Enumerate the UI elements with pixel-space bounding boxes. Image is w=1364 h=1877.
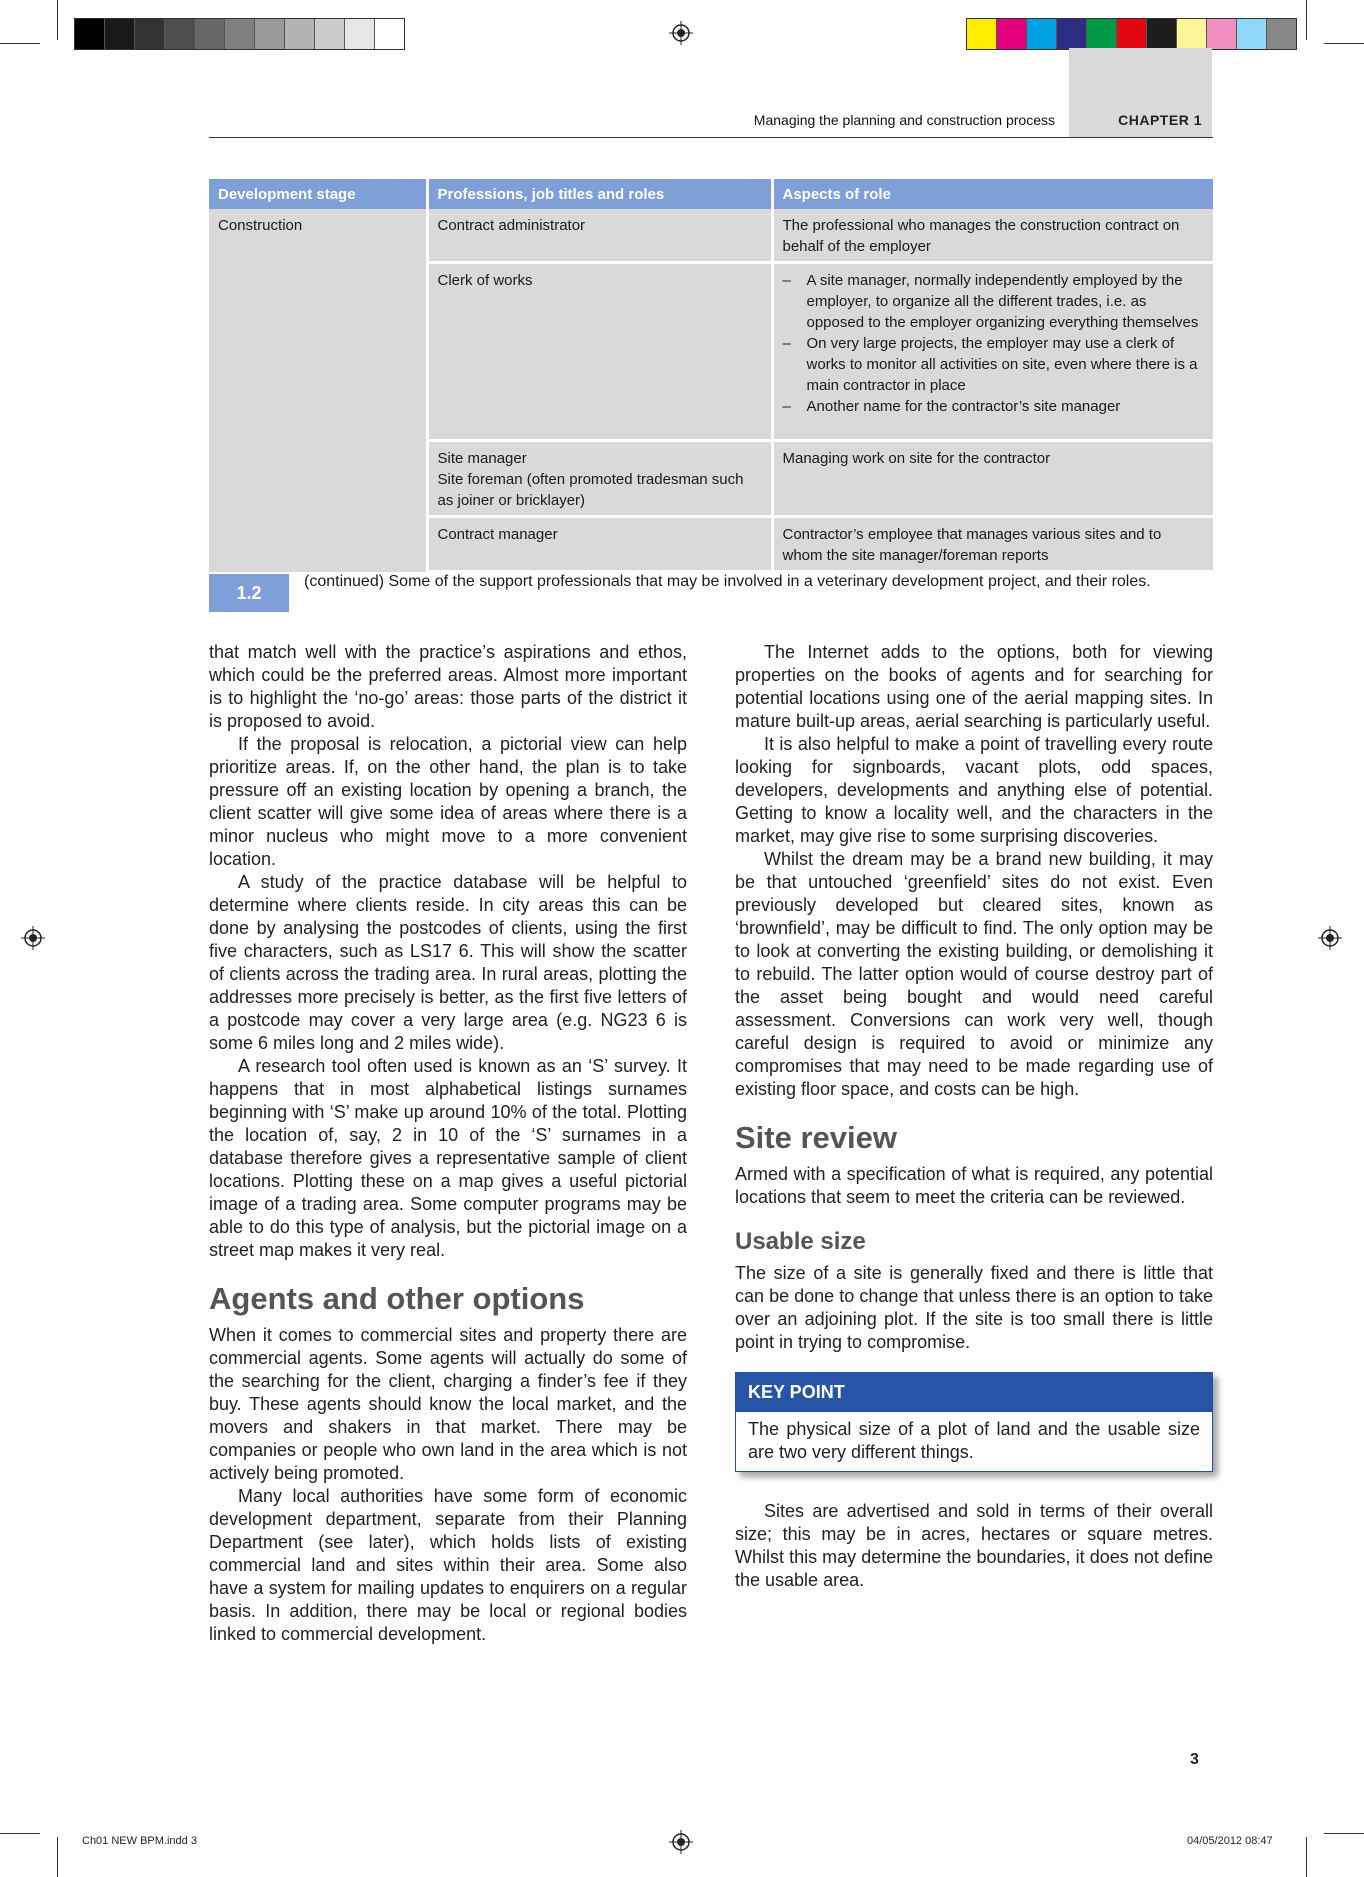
body-paragraph: The Internet adds to the options, both for viewing properties on the books of agents and for searching for potential locations using one of the aerial mapping sites. In mature built-up areas, aerial searching is particularly useful. <box>735 642 1213 731</box>
color-swatch <box>315 19 345 49</box>
cmyk-color-bar <box>966 18 1297 50</box>
column-header: Aspects of role <box>772 179 1213 209</box>
color-swatch <box>1237 19 1267 49</box>
body-paragraph: It is also helpful to make a point of travelling every route looking for signboards, vacant plots, odd spaces, developers, developments and anything else of potential. Getting to know a locality well, and the characters in the market, may give rise to some surprising discoveries. <box>735 734 1213 846</box>
color-swatch <box>1117 19 1147 49</box>
aspect-cell <box>772 263 1213 441</box>
roles-table <box>209 179 1213 573</box>
list-item: – A site manager, normally independently employed by the employer, to organize all the different trades, i.e. as opposed to the employer organizing everything themselves <box>783 270 1205 333</box>
body-paragraph: If the proposal is relocation, a pictorial view can help prioritize areas. If, on the other hand, the plan is to take pressure off an existing location by opening a branch, the client scatter will give some idea of areas where there is a minor nucleus who might move to a more convenient location. <box>209 734 687 869</box>
caption-number-badge: 1.2 <box>209 574 289 612</box>
color-swatch <box>285 19 315 49</box>
registration-mark-icon <box>1318 926 1342 950</box>
role-line: Clerk of works <box>437 272 533 289</box>
header-rule <box>209 137 1213 138</box>
crop-mark <box>1324 1833 1364 1834</box>
body-paragraph: Many local authorities have some form of economic development department, separate from their Planning Department (see later), which holds lists of existing commercial land and sites within their area. Some also have a system for mailing updates to enquirers on a regular basis. In addition, there may be local or regional bodies linked to commercial development. <box>209 1486 687 1644</box>
body-paragraph: Armed with a specification of what is required, any potential locations that seem to meet the criteria can be reviewed. <box>735 1164 1213 1207</box>
column-header: Development stage <box>209 179 427 209</box>
color-swatch <box>1177 19 1207 49</box>
left-column <box>209 641 687 1646</box>
running-title: Managing the planning and construction process <box>753 112 1055 128</box>
color-swatch <box>375 19 404 49</box>
registration-mark-icon <box>21 926 45 950</box>
body-paragraph: A study of the practice database will be helpful to determine where clients reside. In city areas this can be done by analysing the postcodes of clients, using the first five characters, such as LS17 6. This will show the scatter of clients across the trading area. In rural areas, plotting the addresses more precisely is better, as the first five letters of a postcode may cover a very large area (e.g. NG23 6 is some 6 miles long and 2 miles wide). <box>209 872 687 1053</box>
color-swatch <box>997 19 1027 49</box>
body-paragraph: Whilst the dream may be a brand new building, it may be that untouched ‘greenfield’ sites do not exist. Even previously developed but cleared sites, known as ‘brownfield’, may be difficult to find. The only option may be to look at converting the existing building, or demolishing it to rebuild. The latter option would of course destroy part of the asset being bought and would need careful assessment. Conversions can work very well, though careful design is required to avoid or minimize any compromises that may need to be made regarding use of existing floor space, and costs can be high. <box>735 849 1213 1099</box>
crop-mark <box>1306 1837 1307 1877</box>
list-item: – On very large projects, the employer may use a clerk of works to monitor all activities on site, even where there is a main contractor in place <box>783 333 1205 396</box>
role-line: Contract manager <box>437 526 558 543</box>
color-swatch <box>1147 19 1177 49</box>
column-header: Professions, job titles and roles <box>427 179 772 209</box>
table-header-row <box>209 179 1213 209</box>
color-swatch <box>967 19 997 49</box>
color-swatch <box>1027 19 1057 49</box>
color-swatch <box>75 19 105 49</box>
body-paragraph: that match well with the practice’s aspirations and ethos, which could be the preferred areas. Almost more important is to highlight the ‘no-go’ areas: those parts of the district it is proposed to avoid. <box>209 642 687 731</box>
color-swatch <box>255 19 285 49</box>
body-paragraph: Sites are advertised and sold in terms of their overall size; this may be in acres, hectares or square metres. Whilst this may determine the boundaries, it does not define the usable area. <box>735 1501 1213 1590</box>
file-slug: Ch01 NEW BPM.indd 3 <box>82 1835 197 1847</box>
right-column <box>735 641 1213 1592</box>
key-point-text: The physical size of a plot of land and the usable size are two very different things. <box>736 1411 1212 1471</box>
role-cell <box>427 441 772 517</box>
crop-mark <box>57 0 58 40</box>
aspect-cell: Managing work on site for the contractor <box>772 441 1213 517</box>
table-row <box>209 209 1213 263</box>
color-swatch <box>195 19 225 49</box>
list-item: – Another name for the contractor’s site manager <box>783 396 1205 417</box>
body-paragraph: The size of a site is generally fixed and there is little that can be done to change that unless there is an option to take over an adjoining plot. If the site is too small there is little point in trying to compromise. <box>735 1263 1213 1352</box>
crop-mark <box>1306 0 1307 40</box>
page-number: 3 <box>1190 1751 1199 1768</box>
color-swatch <box>1267 19 1296 49</box>
stage-cell: Construction <box>209 209 427 572</box>
color-swatch <box>225 19 255 49</box>
crop-mark <box>57 1837 58 1877</box>
color-swatch <box>1087 19 1117 49</box>
role-cell <box>427 517 772 572</box>
color-swatch <box>1207 19 1237 49</box>
role-cell <box>427 263 772 441</box>
section-heading: Agents and other options <box>209 1281 585 1316</box>
subsection-heading: Usable size <box>735 1228 866 1255</box>
color-swatch <box>105 19 135 49</box>
key-point-title: KEY POINT <box>736 1373 1212 1411</box>
color-swatch <box>345 19 375 49</box>
body-paragraph: A research tool often used is known as an ‘S’ survey. It happens that in most alphabetical listings surnames beginning with ‘S’ make up around 10% of the total. Plotting the location of, say, 2 in 10 of the ‘S’ surnames in a database therefore gives a representative sample of client locations. Plotting these on a map gives a useful pictorial image of a trading area. Some computer programs may be able to do this type of analysis, but the pictorial image on a street map makes it very real. <box>209 1056 687 1260</box>
section-heading: Site review <box>735 1120 897 1155</box>
color-swatch <box>1057 19 1087 49</box>
key-point-box <box>735 1372 1213 1472</box>
table-caption: (continued) Some of the support professionals that may be involved in a veterinary development project, and their roles. <box>304 573 1151 590</box>
color-swatch <box>165 19 195 49</box>
crop-mark <box>0 43 40 44</box>
chapter-label: CHAPTER 1 <box>1118 112 1202 128</box>
crop-mark <box>0 1833 40 1834</box>
body-paragraph: When it comes to commercial sites and property there are commercial agents. Some agents will actually do some of the searching for the client, charging a finder’s fee if they buy. These agents should know the local market, and the movers and shakers in that market. There may be companies or people who own land in the area which is not actively being promoted. <box>209 1325 687 1483</box>
timestamp-slug: 04/05/2012 08:47 <box>1187 1835 1273 1847</box>
role-line: Site manager <box>437 450 527 467</box>
role-line: Site foreman (often promoted tradesman such as joiner or bricklayer) <box>437 471 744 509</box>
registration-mark-icon <box>669 21 693 45</box>
aspect-cell: The professional who manages the construction contract on behalf of the employer <box>772 209 1213 263</box>
registration-mark-icon <box>669 1830 693 1854</box>
crop-mark <box>1324 43 1364 44</box>
role-cell <box>427 209 772 263</box>
aspect-cell: Contractor’s employee that manages various sites and to whom the site manager/foreman reports <box>772 517 1213 572</box>
grayscale-color-bar <box>74 18 405 50</box>
role-line: Contract administrator <box>437 217 586 234</box>
aspect-list <box>783 270 1205 417</box>
color-swatch <box>135 19 165 49</box>
